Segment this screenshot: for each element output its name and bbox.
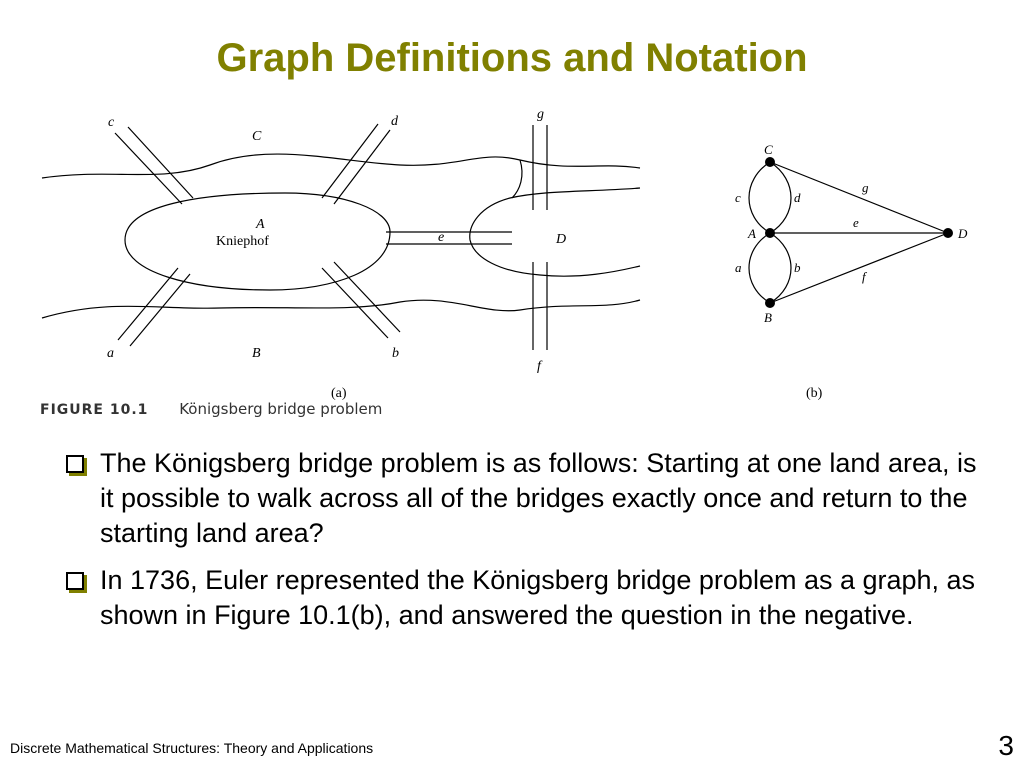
label-bridge-c: c [108, 115, 115, 130]
label-edge-e: e [853, 215, 859, 230]
graph-node-c [765, 157, 775, 167]
label-kniephof: Kniephof [216, 234, 269, 249]
panel-b-label: (b) [806, 386, 823, 401]
label-bridge-b: b [392, 346, 399, 361]
slide-title: Graph Definitions and Notation [216, 36, 808, 80]
north-bank [42, 154, 640, 178]
label-edge-b: b [794, 260, 801, 275]
figure-caption-text: Königsberg bridge problem [179, 400, 383, 418]
label-edge-f: f [862, 269, 866, 284]
checkbox-bullet-icon [66, 572, 84, 590]
bullet-item [63, 563, 983, 633]
label-node-d: D [958, 226, 968, 241]
graph-node-d [943, 228, 953, 238]
label-node-c: C [764, 142, 773, 157]
label-land-b: B [252, 346, 261, 361]
graph-edge-d [770, 162, 791, 233]
label-edge-g: g [862, 180, 869, 195]
bullet-item [63, 446, 983, 551]
bullet-text: The Königsberg bridge problem is as follows: Starting at one land area, is it possible to walk across all of the bridges exactly once and return to the starting land area? [100, 448, 977, 548]
label-bridge-a: a [107, 346, 114, 361]
label-edge-a: a [735, 260, 742, 275]
label-land-c: C [252, 129, 262, 144]
bullet-text: In 1736, Euler represented the Königsberg bridge problem as a graph, as shown in Figure 10.1(b), and answered the question in the negative. [100, 565, 976, 630]
graph-edge-c [749, 162, 770, 233]
bridge-c [115, 127, 193, 204]
figure-caption [40, 400, 382, 418]
checkbox-bullet-icon [66, 455, 84, 473]
label-edge-c: c [735, 190, 741, 205]
bullet-list [63, 446, 983, 645]
label-node-a: A [748, 226, 756, 241]
label-land-a: A [256, 217, 265, 232]
figure-number: FIGURE 10.1 [40, 402, 149, 418]
page-number: 3 [998, 730, 1014, 761]
graph-node-a [765, 228, 775, 238]
south-bank [42, 300, 640, 318]
label-bridge-d: d [391, 114, 398, 129]
graph-edge-b [770, 233, 791, 303]
label-bridge-g: g [537, 107, 544, 122]
footer-text: Discrete Mathematical Structures: Theory and Applications [10, 740, 374, 756]
bridge-b [322, 262, 400, 338]
label-node-b: B [764, 310, 772, 325]
bridge-e [386, 232, 512, 244]
graph-node-b [765, 298, 775, 308]
label-bridge-e: e [438, 230, 445, 245]
bridge-g [533, 125, 547, 210]
fork-north [512, 160, 522, 198]
label-land-d: D [556, 232, 567, 247]
graph-edge-a [749, 233, 770, 303]
label-bridge-f: f [537, 359, 541, 374]
panel-a-label: (a) [331, 386, 347, 401]
label-edge-d: d [794, 190, 801, 205]
